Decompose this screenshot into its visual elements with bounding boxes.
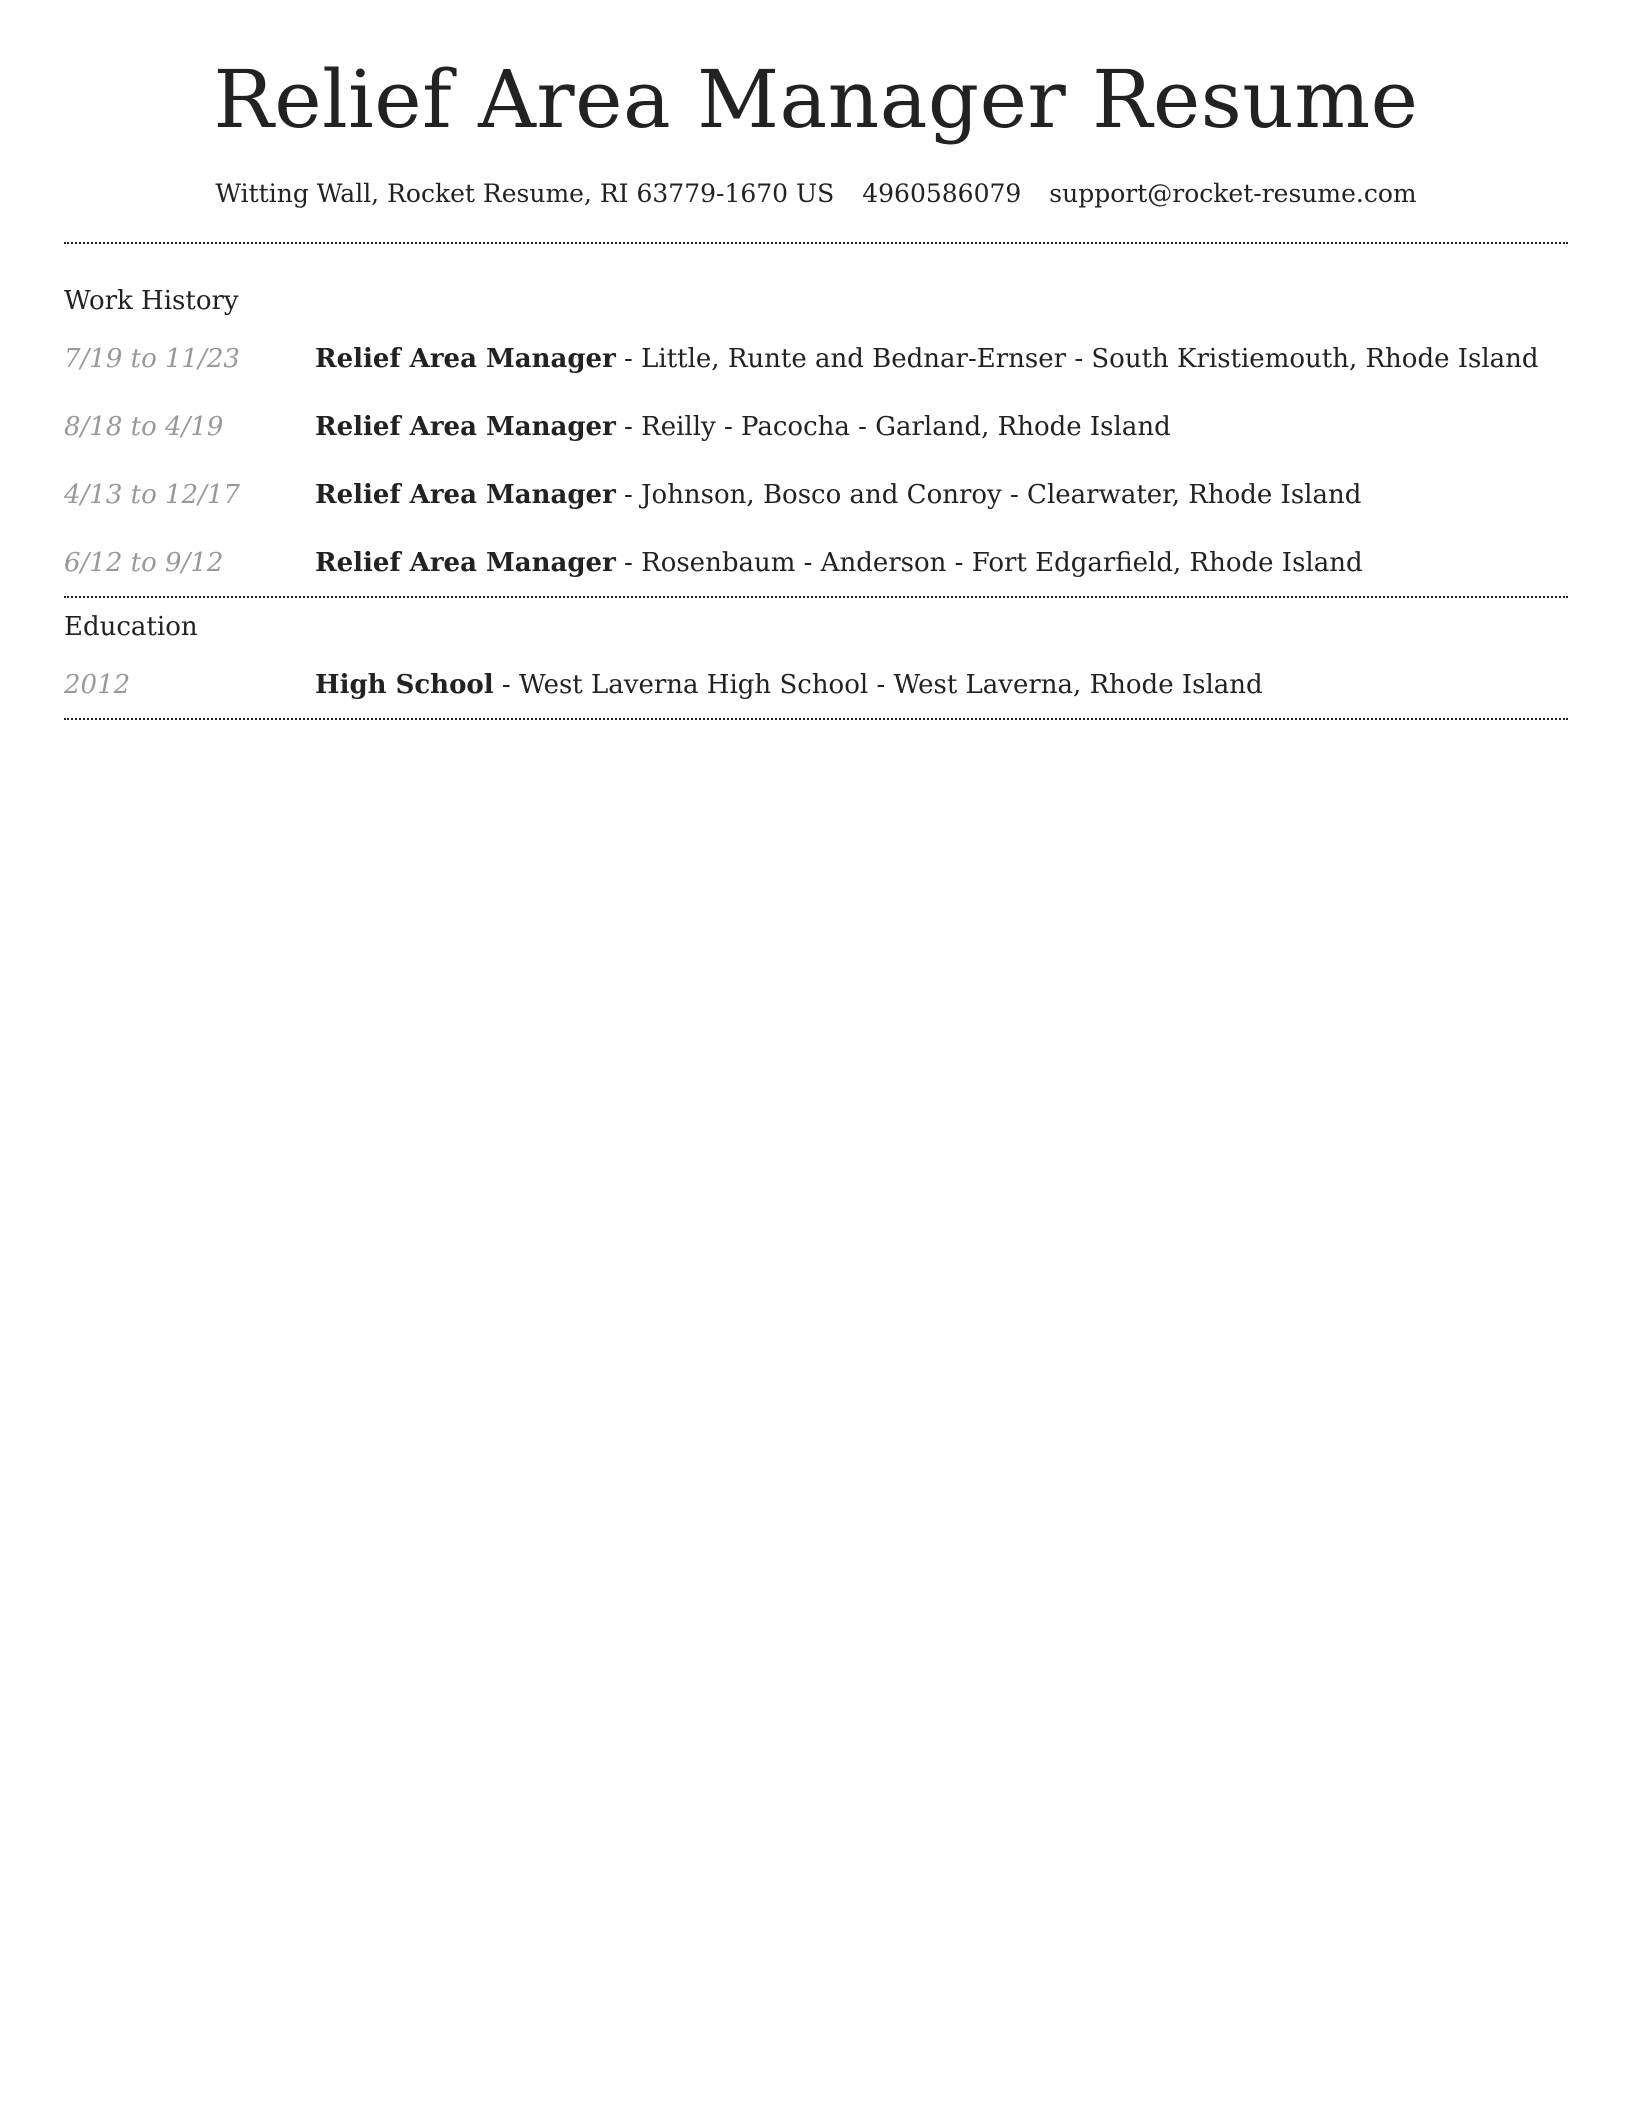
work-dates: 6/12 to 9/12 <box>64 548 224 578</box>
header-divider <box>64 242 1568 244</box>
work-history-item <box>64 410 1568 444</box>
contact-email: support@rocket-resume.com <box>1049 179 1417 208</box>
contact-line <box>64 178 1568 210</box>
work-history-list <box>64 342 1568 596</box>
work-role: Relief Area Manager <box>315 480 616 510</box>
work-description <box>315 478 1361 512</box>
work-detail: - Johnson, Bosco and Conroy - Clearwater, Rhode Island <box>615 480 1362 510</box>
work-history-item <box>64 342 1568 376</box>
education-divider <box>64 718 1568 720</box>
work-role: Relief Area Manager <box>315 344 616 374</box>
education-detail: - West Laverna High School - West Laverna, Rhode Island <box>493 670 1263 700</box>
education-heading: Education <box>64 612 198 642</box>
work-history-heading: Work History <box>64 286 239 316</box>
work-description <box>315 546 1363 580</box>
work-description <box>315 410 1171 444</box>
contact-phone: 4960586079 <box>862 179 1022 208</box>
work-detail: - Little, Runte and Bednar-Ernser - South Kristiemouth, Rhode Island <box>615 344 1539 374</box>
work-dates: 4/13 to 12/17 <box>64 480 240 510</box>
work-role: Relief Area Manager <box>315 548 616 578</box>
work-history-divider <box>64 596 1568 598</box>
resume-title: Relief Area Manager Resume <box>213 53 1419 146</box>
work-role: Relief Area Manager <box>315 412 616 442</box>
education-degree: High School <box>315 670 494 700</box>
work-history-item <box>64 478 1568 512</box>
education-description <box>315 668 1263 702</box>
work-description <box>315 342 1539 376</box>
work-dates: 8/18 to 4/19 <box>64 412 224 442</box>
work-detail: - Reilly - Pacocha - Garland, Rhode Island <box>615 412 1171 442</box>
education-list <box>64 668 1568 718</box>
contact-address: Witting Wall, Rocket Resume, RI 63779-1670 US <box>215 179 835 208</box>
education-item <box>64 668 1568 702</box>
work-history-section <box>64 284 1568 596</box>
work-history-item <box>64 546 1568 580</box>
work-dates: 7/19 to 11/23 <box>64 344 240 374</box>
work-detail: - Rosenbaum - Anderson - Fort Edgarfield, Rhode Island <box>615 548 1363 578</box>
education-section <box>64 610 1568 718</box>
education-dates: 2012 <box>64 670 131 700</box>
